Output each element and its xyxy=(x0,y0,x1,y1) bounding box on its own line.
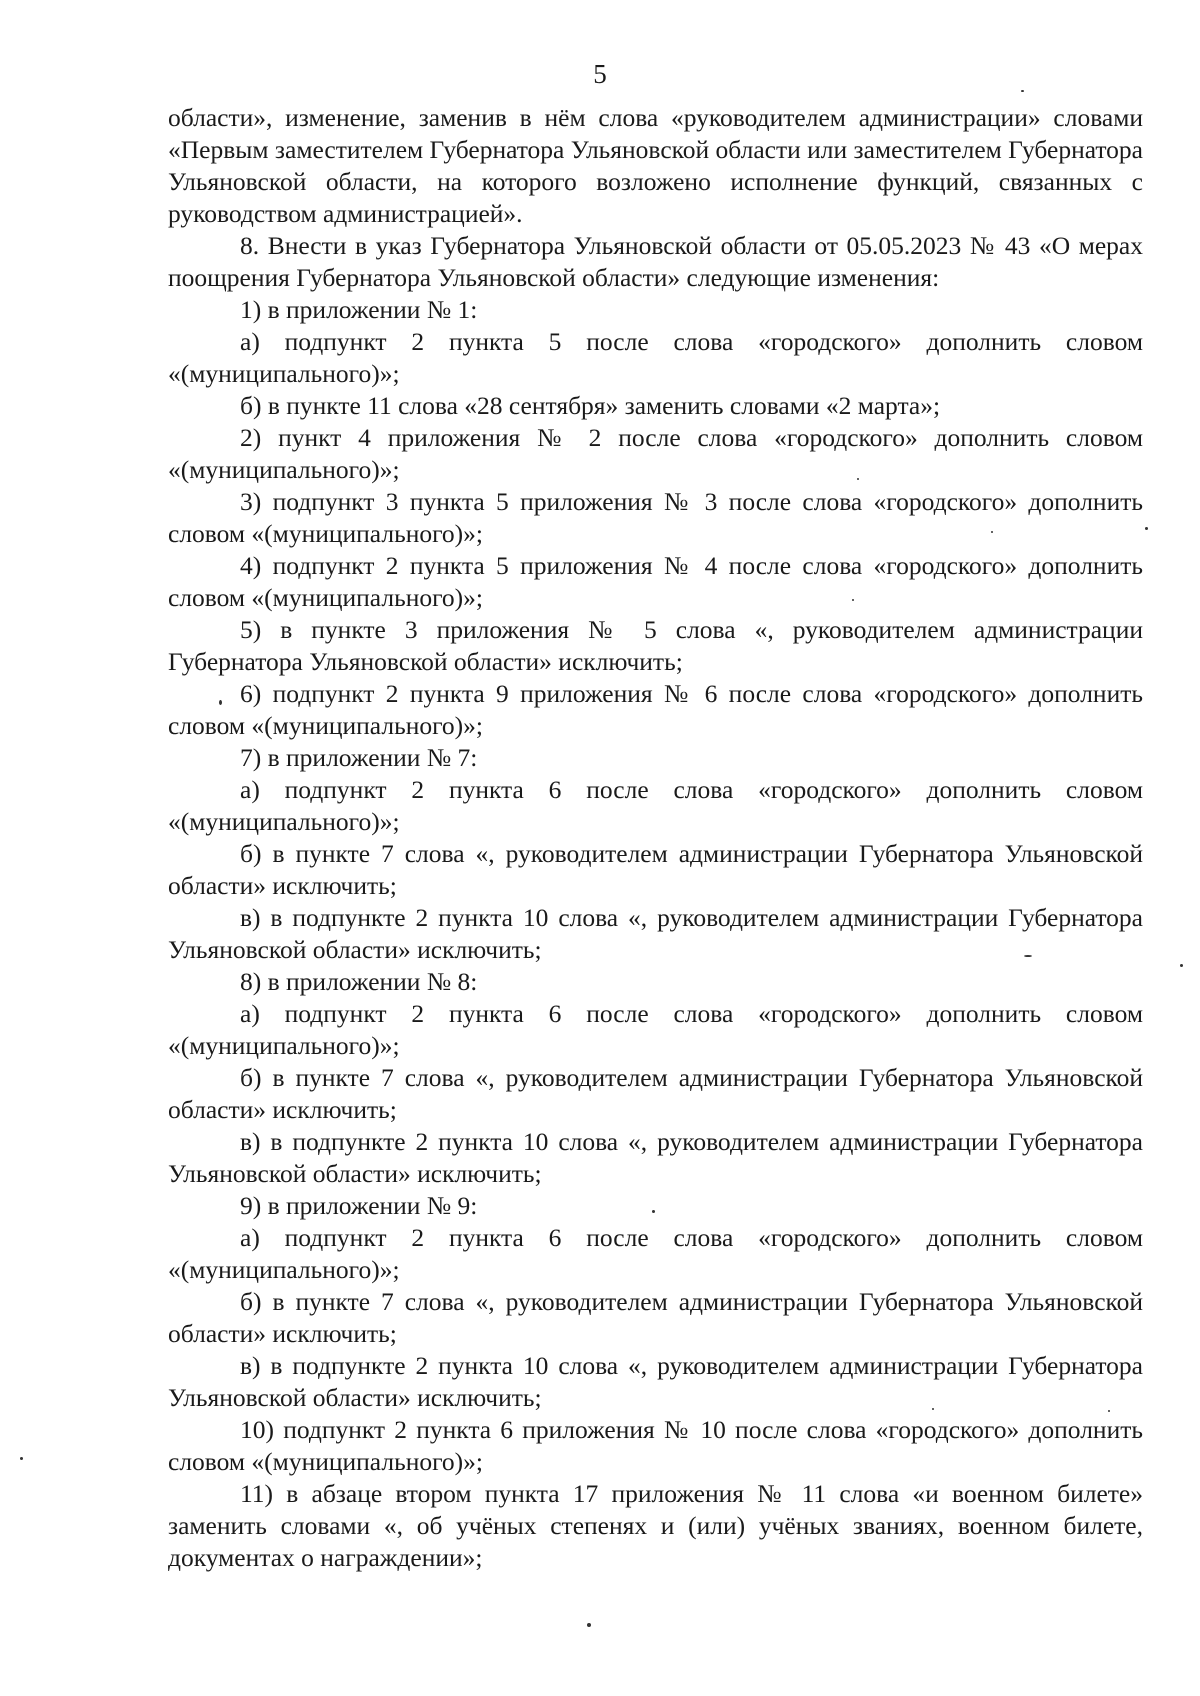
paragraph: а) подпункт 2 пункта 6 после слова «городского» дополнить словом «(муниципального)»; xyxy=(168,1223,1143,1284)
paragraph: в) в подпункте 2 пункта 10 слова «, руководителем администрации Губернатора Ульяновской области» исключить; xyxy=(168,903,1143,964)
paragraph: 1) в приложении № 1: xyxy=(240,295,478,324)
scan-speck xyxy=(991,531,993,533)
page-number: 5 xyxy=(593,59,607,89)
scan-speck xyxy=(1145,527,1148,530)
scan-speck xyxy=(587,1623,591,1627)
scan-speck xyxy=(857,478,859,480)
paragraph: б) в пункте 7 слова «, руководителем администрации Губернатора Ульяновской области» исключить; xyxy=(168,1063,1143,1124)
paragraph: 7) в приложении № 7: xyxy=(240,743,478,772)
paragraph: области», изменение, заменив в нём слова «руководителем администрации» словами «Первым заместителем Губернатора Ульяновской области или заместителем Губернатора Ульяновской области, на которого возложено исполнение функций, связанных с руководством администрацией». xyxy=(168,103,1143,228)
scan-speck xyxy=(652,1210,655,1213)
scan-speck xyxy=(932,1408,934,1410)
scan-speck xyxy=(1108,1410,1110,1412)
paragraph: 2) пункт 4 приложения № 2 после слова «городского» дополнить словом «(муниципального)»; xyxy=(168,423,1143,484)
scan-speck xyxy=(1021,90,1024,92)
paragraph: 3) подпункт 3 пункта 5 приложения № 3 после слова «городского» дополнить словом «(муниципального)»; xyxy=(168,487,1143,548)
paragraph: а) подпункт 2 пункта 5 после слова «городского» дополнить словом «(муниципального)»; xyxy=(168,327,1143,388)
scan-speck xyxy=(1024,955,1032,957)
scan-speck xyxy=(20,1457,23,1460)
paragraph: в) в подпункте 2 пункта 10 слова «, руководителем администрации Губернатора Ульяновской области» исключить; xyxy=(168,1127,1143,1188)
paragraph: 9) в приложении № 9: xyxy=(240,1191,478,1220)
paragraph: б) в пункте 7 слова «, руководителем администрации Губернатора Ульяновской области» исключить; xyxy=(168,839,1143,900)
paragraph: в) в подпункте 2 пункта 10 слова «, руководителем администрации Губернатора Ульяновской области» исключить; xyxy=(168,1351,1143,1412)
paragraph: 8. Внести в указ Губернатора Ульяновской области от 05.05.2023 № 43 «О мерах поощрения Губернатора Ульяновской области» следующие изменения: xyxy=(168,231,1143,292)
paragraph: 10) подпункт 2 пункта 6 приложения № 10 после слова «городского» дополнить словом «(муниципального)»; xyxy=(168,1415,1143,1476)
paragraph: б) в пункте 11 слова «28 сентября» заменить словами «2 марта»; xyxy=(240,391,941,420)
scan-speck xyxy=(852,599,854,601)
document-body xyxy=(168,102,1143,1574)
scan-speck xyxy=(1180,964,1183,967)
scan-speck xyxy=(219,700,222,705)
paragraph: 11) в абзаце втором пункта 17 приложения № 11 слова «и военном билете» заменить словами «, об учёных степенях и (или) учёных званиях, военном билете, документах о награждении»; xyxy=(168,1479,1143,1572)
paragraph: 6) подпункт 2 пункта 9 приложения № 6 после слова «городского» дополнить словом «(муниципального)»; xyxy=(168,679,1143,740)
paragraph: а) подпункт 2 пункта 6 после слова «городского» дополнить словом «(муниципального)»; xyxy=(168,775,1143,836)
paragraph: 5) в пункте 3 приложения № 5 слова «, руководителем администрации Губернатора Ульяновской области» исключить; xyxy=(168,615,1143,676)
paragraph: 8) в приложении № 8: xyxy=(240,967,478,996)
paragraph: 4) подпункт 2 пункта 5 приложения № 4 после слова «городского» дополнить словом «(муниципального)»; xyxy=(168,551,1143,612)
paragraph: б) в пункте 7 слова «, руководителем администрации Губернатора Ульяновской области» исключить; xyxy=(168,1287,1143,1348)
paragraph: а) подпункт 2 пункта 6 после слова «городского» дополнить словом «(муниципального)»; xyxy=(168,999,1143,1060)
